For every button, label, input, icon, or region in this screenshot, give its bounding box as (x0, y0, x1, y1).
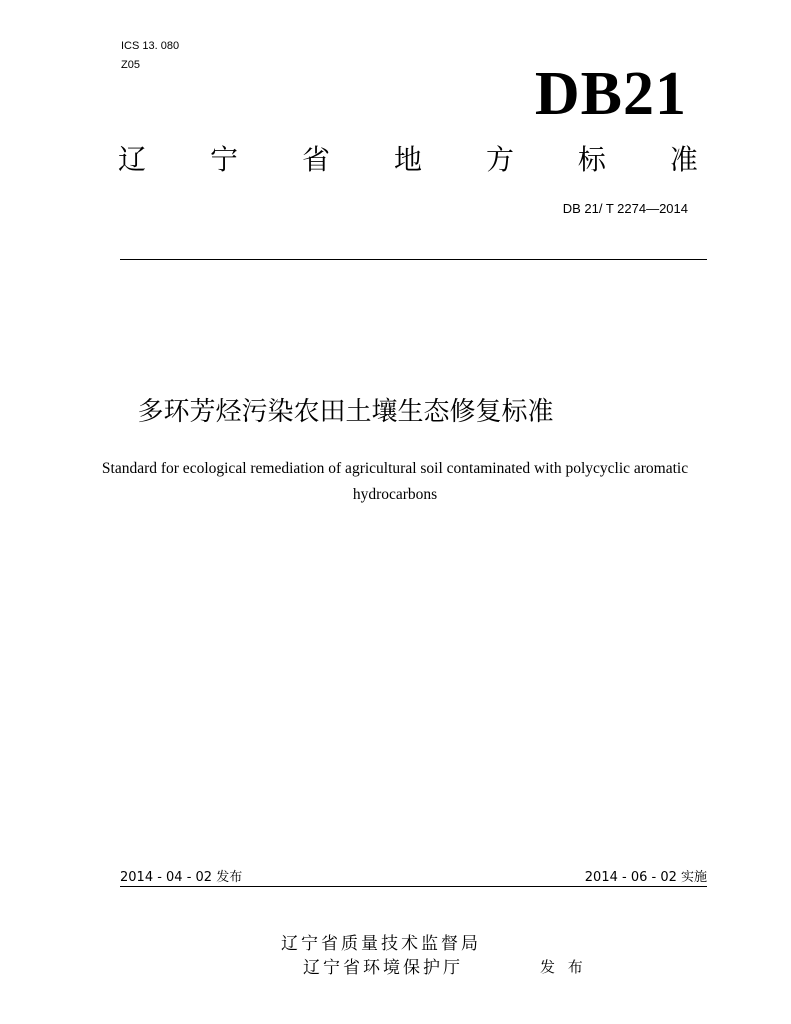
implementation-date: 2014 - 06 - 02 实施 (584, 870, 707, 885)
standard-type-char: 准 (669, 143, 698, 176)
standard-type-char: 地 (393, 143, 422, 176)
publish-label: 发 布 (540, 958, 587, 976)
title-chinese (0, 394, 791, 430)
standard-type-char: 省 (301, 143, 330, 176)
issuer-environment-dept: 辽宁省环境保护厅 (303, 958, 463, 978)
issue-date: 2014 - 04 - 02 发布 (120, 870, 243, 885)
title-chinese-text: 多环芳烃污染农田土壤生态修复标准 (137, 397, 554, 427)
standard-type-char: 标 (577, 143, 606, 176)
standard-number: DB 21/ T 2274—2014 (562, 201, 688, 216)
standard-type-char: 宁 (209, 143, 238, 176)
ccs-code: Z05 (121, 59, 140, 71)
title-english: Standard for ecological remediation of agricultural soil contaminated with polycyclic aromatic hydrocarbons (101, 460, 689, 503)
standard-type (118, 140, 698, 180)
bottom-divider (120, 886, 707, 887)
db-logo: DB21 (534, 60, 687, 128)
ics-code: ICS 13. 080 (121, 40, 180, 52)
standard-type-char: 辽 (118, 143, 147, 176)
standard-type-char: 方 (485, 143, 514, 176)
issuer-quality-bureau: 辽宁省质量技术监督局 (281, 934, 481, 954)
top-divider (120, 259, 707, 260)
